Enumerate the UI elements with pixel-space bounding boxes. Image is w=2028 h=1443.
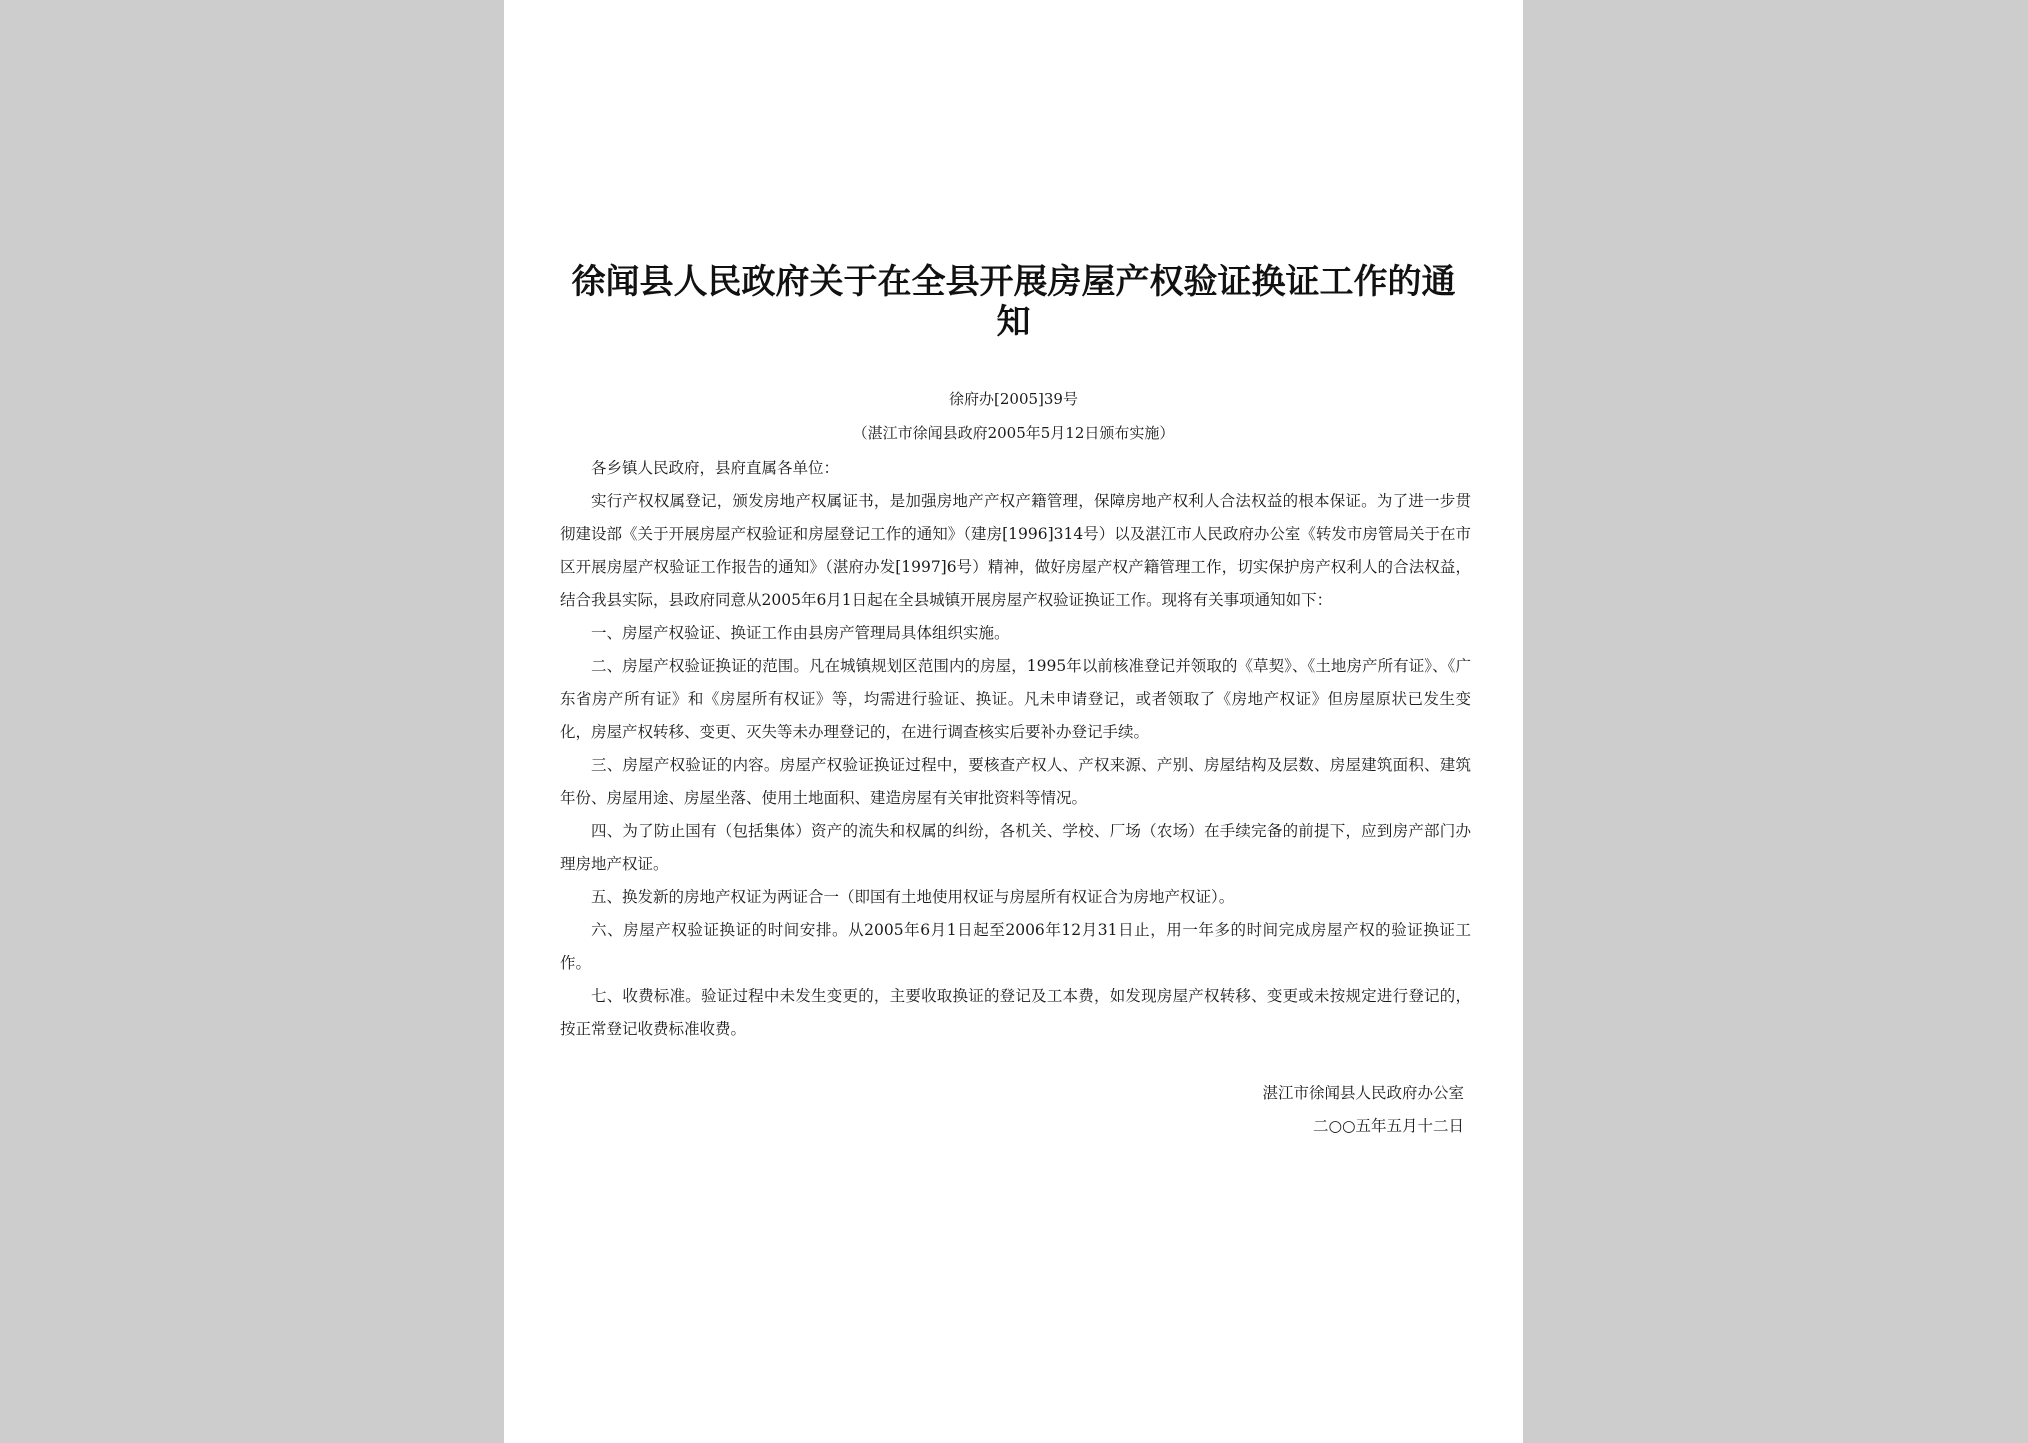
paragraph-item-5: 五、换发新的房地产权证为两证合一（即国有土地使用权证与房屋所有权证合为房地产权证）。 [591,888,1235,906]
paragraph-item-3: 三、房屋产权验证的内容。房屋产权验证换证过程中，要核查产权人、产权来源、产别、房屋结构及层数、房屋建筑面积、建筑年份、房屋用途、房屋坐落、使用土地面积、建造房屋有关审批资料等情况。 [560,756,1471,807]
salutation: 各乡镇人民政府，县府直属各单位： [591,459,840,477]
paragraph-item-2: 二、房屋产权验证换证的范围。凡在城镇规划区范围内的房屋，1995年以前核准登记并领取的《草契》、《土地房产所有证》、《广东省房产所有证》和《房屋所有权证》等，均需进行验证、换证。凡未申请登记，或者领取了《房地产权证》但房屋原状已发生变化，房屋产权转移、变更、灭失等未办理登记的，在进行调查核实后要补办登记手续。 [560,657,1471,741]
signature-block [1262,1077,1464,1143]
document-number: 徐府办[2005]39号 [949,390,1078,408]
issue-date: 二○○五年五月十二日 [1312,1117,1464,1135]
paragraph-intro: 实行产权权属登记，颁发房地产权属证书，是加强房地产产权产籍管理，保障房地产权利人合法权益的根本保证。为了进一步贯彻建设部《关于开展房屋产权验证和房屋登记工作的通知》（建房[1996]314号）以及湛江市人民政府办公室《转发市房管局关于在市区开展房屋产权验证工作报告的通知》（湛府办发[1997]6号）精神，做好房屋产权产籍管理工作，切实保护房产权利人的合法权益，结合我县实际，县政府同意从2005年6月1日起在全县城镇开展房屋产权验证换证工作。现将有关事项通知如下： [560,492,1472,609]
document-page [504,0,1523,1443]
paragraph-item-4: 四、为了防止国有（包括集体）资产的流失和权属的纠纷，各机关、学校、厂场（农场）在手续完备的前提下，应到房产部门办理房地产权证。 [560,822,1471,873]
paragraph-item-1: 一、房屋产权验证、换证工作由县房产管理局具体组织实施。 [591,624,1010,642]
promulgation-note: （湛江市徐闻县政府2005年5月12日颁布实施） [852,424,1175,442]
document-title: 徐闻县人民政府关于在全县开展房屋产权验证换证工作的通知 [571,262,1456,342]
paragraph-item-6: 六、房屋产权验证换证的时间安排。从2005年6月1日起至2006年12月31日止，用一年多的时间完成房屋产权的验证换证工作。 [560,921,1471,972]
paragraph-item-7: 七、收费标准。验证过程中未发生变更的，主要收取换证的登记及工本费，如发现房屋产权转移、变更或未按规定进行登记的，按正常登记收费标准收费。 [560,987,1471,1038]
issuer-name: 湛江市徐闻县人民政府办公室 [1262,1084,1464,1102]
document-body [560,452,1471,1046]
